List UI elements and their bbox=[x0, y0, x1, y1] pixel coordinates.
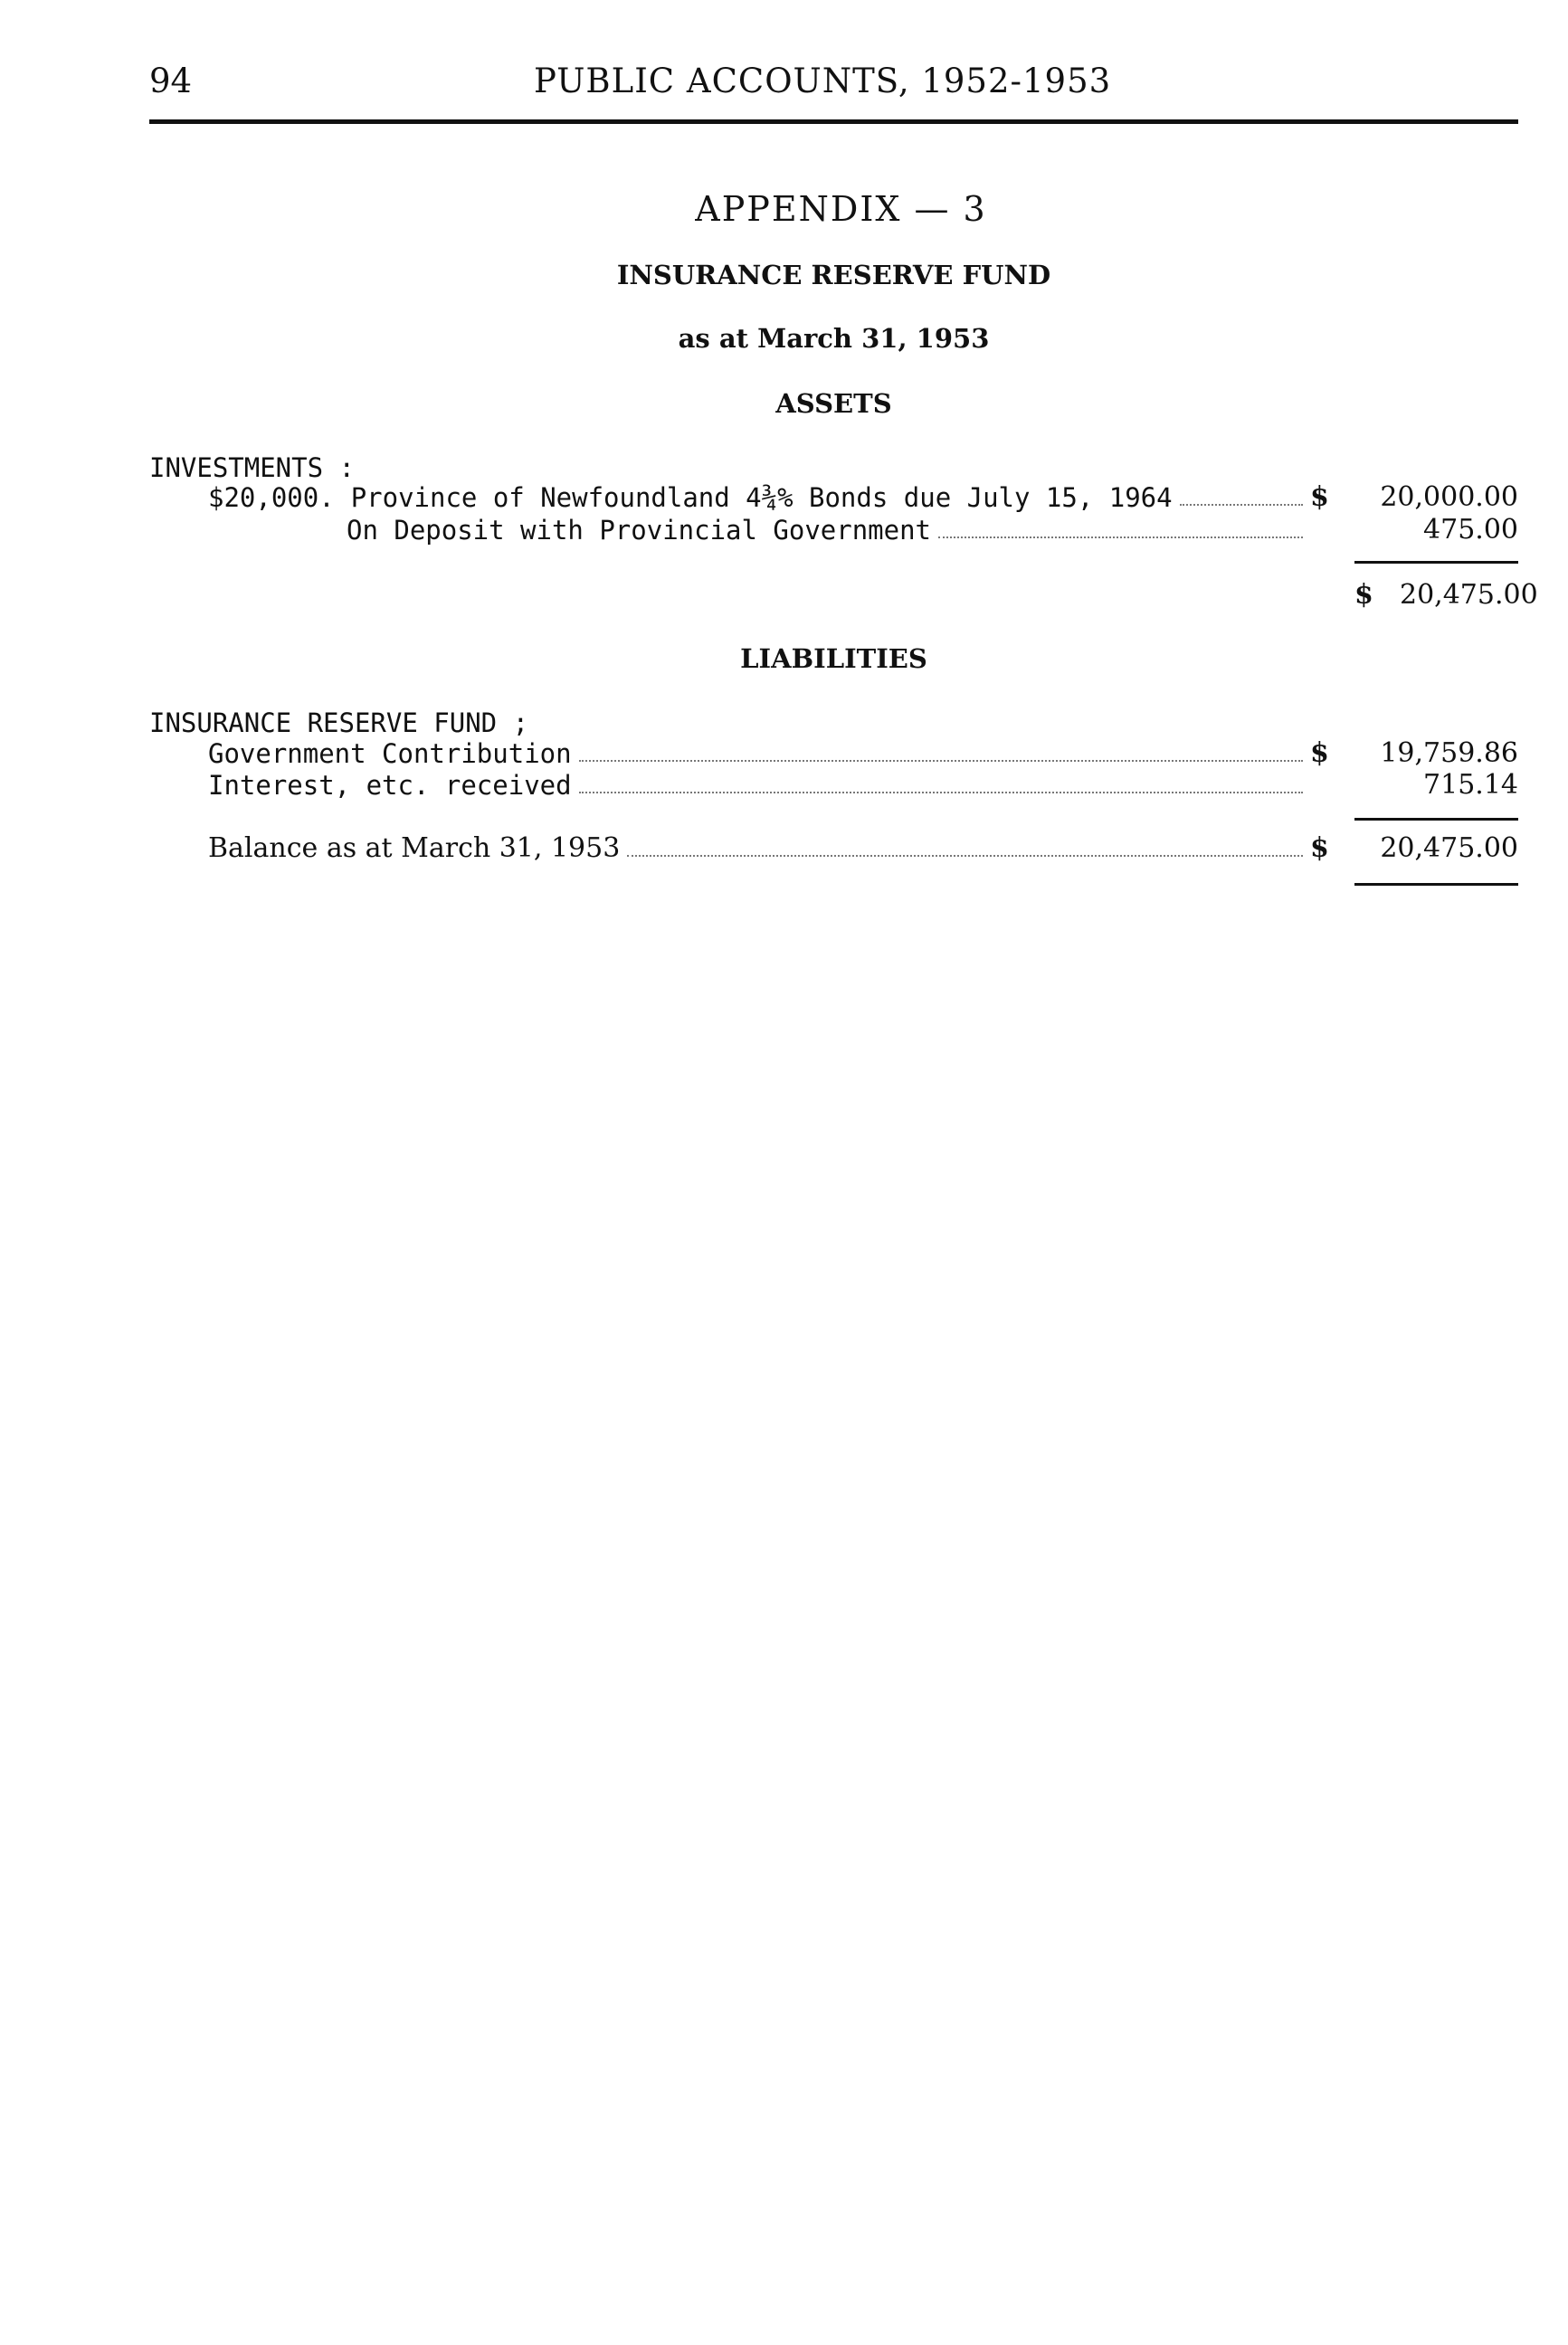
reserve-fund-label: INSURANCE RESERVE FUND ; bbox=[149, 707, 529, 738]
balance-amount: 20,475.00 bbox=[1380, 832, 1518, 864]
liability-description: Interest, etc. received bbox=[208, 770, 572, 801]
currency-sign: $ bbox=[1310, 481, 1329, 513]
asset-line-deposit bbox=[208, 514, 1518, 546]
investments-label: INVESTMENTS : bbox=[149, 452, 355, 483]
liability-amount: 715.14 bbox=[1423, 769, 1518, 801]
final-total-rule bbox=[1354, 883, 1518, 886]
asset-amount: 475.00 bbox=[1423, 514, 1518, 546]
dot-leader bbox=[1180, 504, 1303, 506]
dot-leader bbox=[579, 792, 1303, 793]
liability-line-contribution bbox=[208, 737, 1518, 770]
dot-leader bbox=[938, 536, 1303, 538]
header-rule bbox=[149, 119, 1518, 124]
bond-face-value: $20,000. bbox=[208, 482, 335, 513]
running-title: PUBLIC ACCOUNTS, 1952-1953 bbox=[534, 62, 1112, 100]
appendix-heading: APPENDIX — 3 bbox=[695, 189, 987, 229]
page-number: 94 bbox=[149, 62, 193, 100]
dot-leader bbox=[627, 855, 1303, 857]
asset-amount: 20,000.00 bbox=[1380, 481, 1518, 513]
assets-total bbox=[1354, 579, 1538, 612]
asset-description: Province of Newfoundland 4¾% Bonds due July 15, 1964 bbox=[350, 482, 1173, 513]
dot-leader bbox=[579, 760, 1303, 762]
liability-amount: 19,759.86 bbox=[1380, 737, 1518, 769]
assets-heading: ASSETS bbox=[775, 388, 892, 419]
liabilities-subtotal-rule bbox=[1354, 818, 1518, 821]
liability-description: Government Contribution bbox=[208, 738, 572, 769]
fund-heading: INSURANCE RESERVE FUND bbox=[616, 260, 1051, 290]
assets-total-amount: 20,475.00 bbox=[1400, 579, 1538, 611]
currency-sign: $ bbox=[1310, 737, 1329, 769]
currency-sign: $ bbox=[1310, 832, 1329, 864]
liabilities-heading: LIABILITIES bbox=[740, 643, 927, 674]
liability-line-interest bbox=[208, 769, 1518, 802]
assets-subtotal-rule bbox=[1354, 561, 1518, 564]
statement-date: as at March 31, 1953 bbox=[678, 323, 990, 354]
asset-line-bonds bbox=[208, 481, 1518, 514]
asset-description: On Deposit with Provincial Government bbox=[347, 515, 932, 546]
balance-line bbox=[208, 832, 1518, 865]
currency-sign: $ bbox=[1354, 579, 1373, 611]
balance-description: Balance as at March 31, 1953 bbox=[208, 832, 621, 864]
